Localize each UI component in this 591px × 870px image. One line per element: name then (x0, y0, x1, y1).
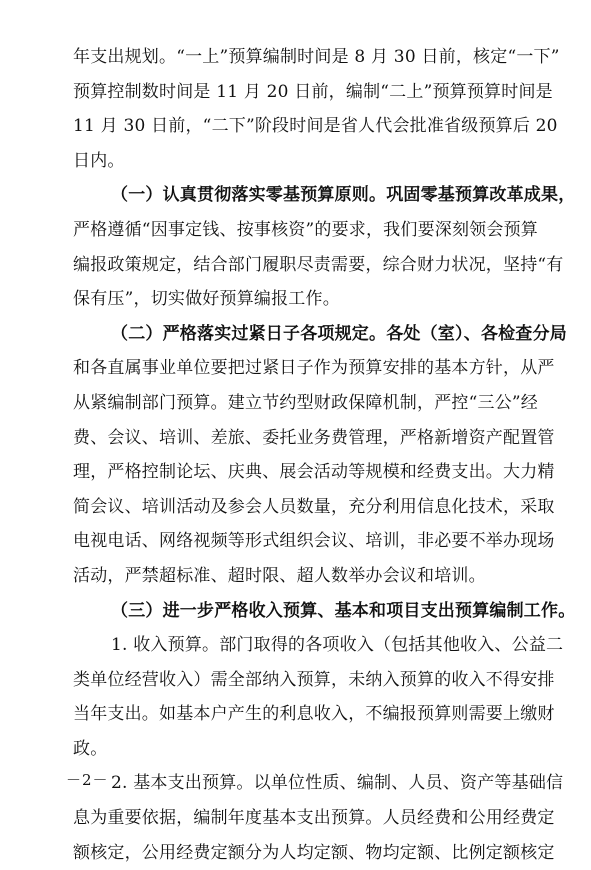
text-line-10: 和各直属事业单位要把过紧日子作为预算安排的基本方针，从严 (73, 358, 555, 379)
text-line-19: 类单位经营收入）需全部纳入预算，未纳入预算的收入不得安排 (73, 669, 555, 690)
page-number: －2－ (66, 771, 109, 789)
text-line-4: 日内。 (73, 150, 125, 171)
text-line-11: 从紧编制部门预算。建立节约型财政保障机制，严控“三公”经 (73, 392, 538, 413)
text-line-7: 编报政策规定，结合部门履职尽责需要，综合财力状况，坚持“有 (73, 254, 564, 275)
section-heading-3: （三）进一步严格收入预算、基本和项目支出预算编制工作。 (111, 600, 576, 621)
text-line-2: 预算控制数时间是 11 月 20 日前，编制“二上”预算预算时间是 (73, 81, 553, 102)
document-body (73, 40, 576, 870)
text-line-16: 活动，严禁超标准、超时限、超人数举办会议和培训。 (73, 565, 486, 586)
section-heading-1: （一）认真贯彻落实零基预算原则。巩固零基预算改革成果， (111, 185, 576, 206)
section-heading-2: （二）严格落实过紧日子各项规定。各处（室）、各检查分局 (111, 323, 567, 344)
text-line-6: 严格遵循“因事定钱、按事核资”的要求，我们要深刻领会预算 (73, 219, 538, 240)
text-line-8: 保有压”，切实做好预算编报工作。 (73, 289, 340, 310)
text-line-15: 电视电话、网络视频等形式组织会议、培训，非必要不举办现场 (73, 531, 555, 552)
subsection-heading-basic-expenditure: 2. 基本支出预算。以单位性质、编制、人员、资产等基础信 (111, 773, 564, 794)
text-line-24: 额核定，公用经费定额分为人均定额、物均定额、比例定额核定 (73, 842, 555, 863)
text-line-1: 年支出规划。“一上”预算编制时间是 8 月 30 日前，核定“一下” (73, 47, 560, 67)
text-line-3: 11 月 30 日前，“二下”阶段时间是省人代会批准省级预算后 20 (73, 116, 558, 137)
text-line-13: 理，严格控制论坛、庆典、展会活动等规模和经费支出。大力精 (73, 462, 555, 483)
text-line-21: 政。 (73, 738, 108, 759)
text-line-23: 息为重要依据，编制年度基本支出预算。人员经费和公用经费定 (73, 808, 555, 829)
text-line-14: 简会议、培训活动及参会人员数量，充分利用信息化技术，采取 (73, 496, 555, 517)
subsection-heading-income: 1. 收入预算。部门取得的各项收入（包括其他收入、公益二 (111, 635, 564, 656)
text-line-12: 费、会议、培训、差旅、委托业务费管理，严格新增资产配置管 (73, 427, 555, 448)
text-line-20: 当年支出。如基本户产生的利息收入，不编报预算则需要上缴财 (73, 704, 555, 725)
